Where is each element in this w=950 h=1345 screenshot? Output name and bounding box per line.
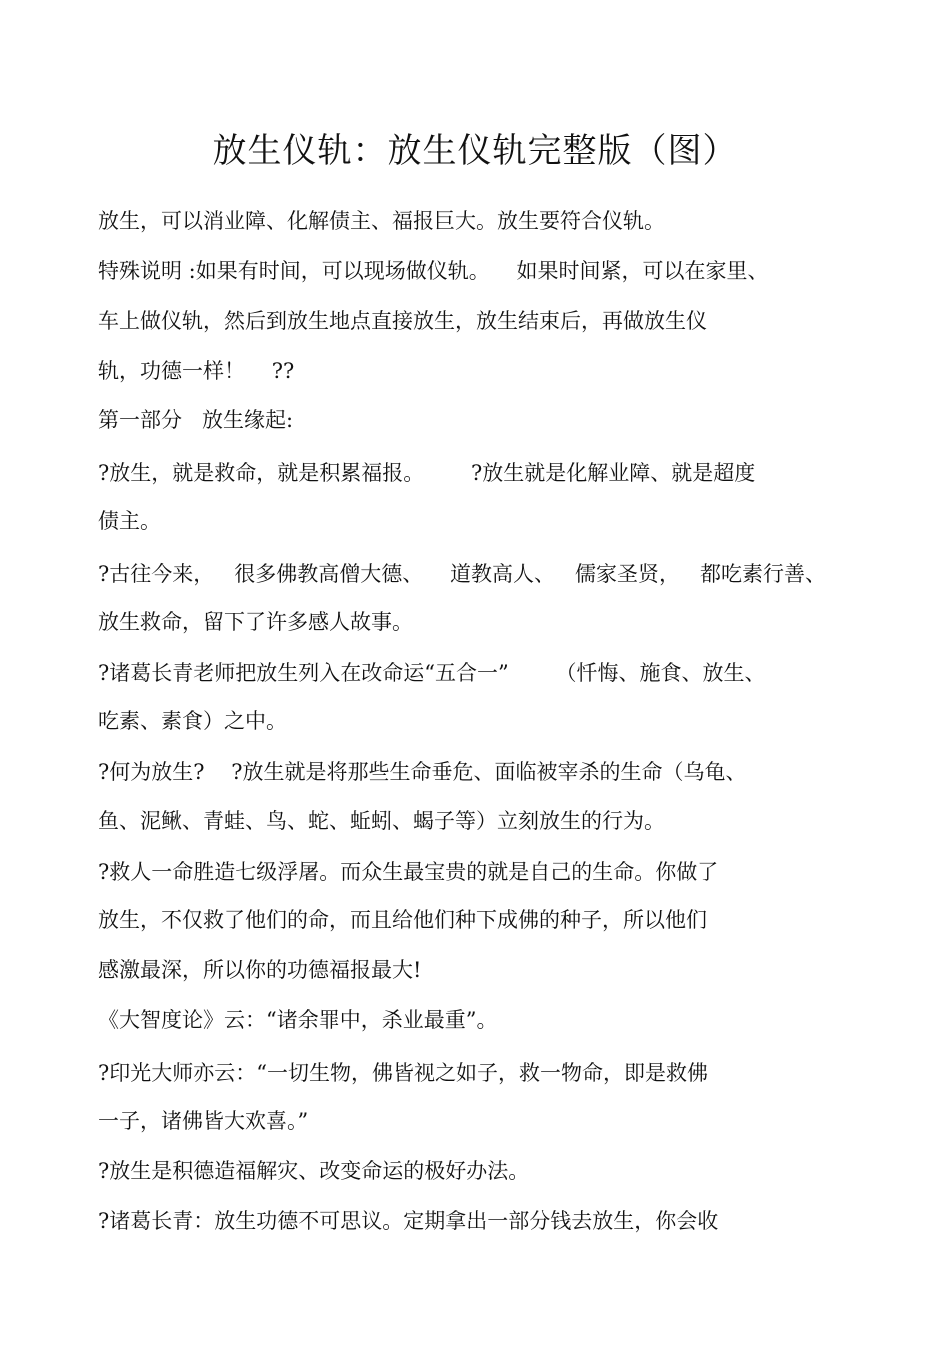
paragraph-line: 一子，诸佛皆大欢喜。” xyxy=(98,1109,309,1133)
section-heading: 第一部分 放生缘起: xyxy=(98,408,294,432)
paragraph-line: 放生救命，留下了许多感人故事。 xyxy=(98,610,413,634)
paragraph-line: ?放生是积德造福解灾、改变命运的极好办法。 xyxy=(98,1159,530,1183)
paragraph-line: ?诸葛长青：放生功德不可思议。定期拿出一部分钱去放生，你会收 xyxy=(98,1209,719,1233)
paragraph-line: ?古往今来， 很多佛教高僧大德、 道教高人、 儒家圣贤， 都吃素行善、 xyxy=(98,562,827,586)
paragraph-line: ?放生，就是救命，就是积累福报。 ?放生就是化解业障、就是超度 xyxy=(98,461,756,485)
paragraph-line: 轨，功德一样！ ?? xyxy=(98,359,295,383)
paragraph-line: 鱼、泥鳅、青蛙、鸟、蛇、蚯蚓、蝎子等）立刻放生的行为。 xyxy=(98,809,665,833)
quote-line: 《大智度论》云：“诸余罪中，杀业最重”。 xyxy=(98,1008,498,1032)
paragraph-line: 吃素、素食）之中。 xyxy=(98,709,287,733)
paragraph-line: 放生，可以消业障、化解债主、福报巨大。放生要符合仪轨。 xyxy=(98,209,665,233)
paragraph-line: ?印光大师亦云：“一切生物，佛皆视之如子，救一物命，即是救佛 xyxy=(98,1061,708,1085)
paragraph-line: 感激最深，所以你的功德福报最大! xyxy=(98,958,422,982)
paragraph-line: 债主。 xyxy=(98,509,161,533)
paragraph-line: ?救人一命胜造七级浮屠。而众生最宝贵的就是自己的生命。你做了 xyxy=(98,860,719,884)
paragraph-line: ?何为放生? ?放生就是将那些生命垂危、面临被宰杀的生命（乌龟、 xyxy=(98,760,747,784)
paragraph-line: 特殊说明 :如果有时间，可以现场做仪轨。 如果时间紧，可以在家里、 xyxy=(98,259,769,283)
paragraph-line: 放生，不仅救了他们的命，而且给他们种下成佛的种子，所以他们 xyxy=(98,908,707,932)
document-title: 放生仪轨：放生仪轨完整版（图） xyxy=(212,131,738,171)
paragraph-line: ?诸葛长青老师把放生列入在改命运“五合一” （忏悔、施食、放生、 xyxy=(98,661,766,685)
paragraph-line: 车上做仪轨，然后到放生地点直接放生，放生结束后，再做放生仪 xyxy=(98,309,707,333)
